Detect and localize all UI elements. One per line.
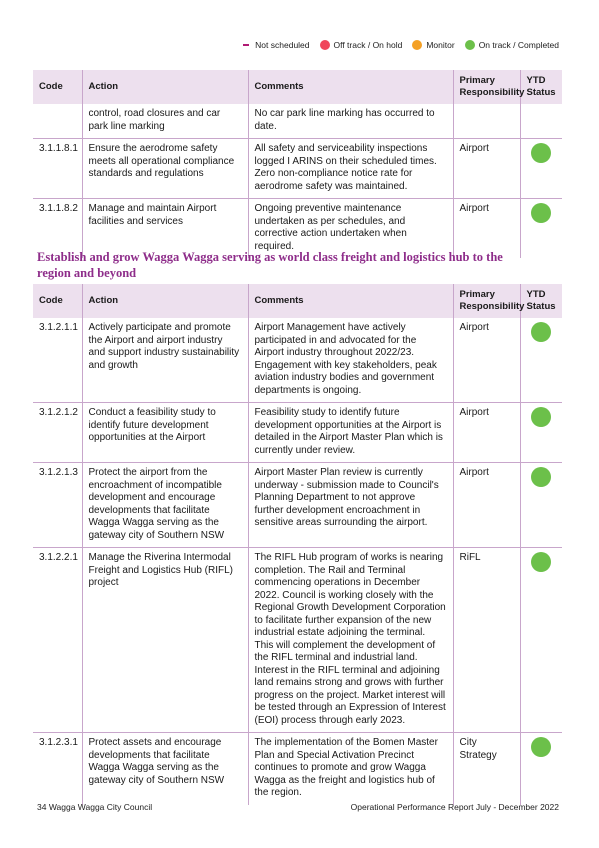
primary-responsibility: Airport — [453, 403, 520, 463]
footer-page-label: 34 Wagga Wagga City Council — [37, 802, 153, 812]
primary-responsibility — [453, 104, 520, 139]
legend-not-scheduled — [243, 40, 309, 50]
ytd-status-cell — [520, 733, 562, 805]
orange-dot-icon — [412, 40, 422, 50]
table-row — [33, 104, 562, 139]
comment-text: No car park line marking has occurred to date. — [248, 104, 453, 139]
primary-responsibility: Airport — [453, 318, 520, 403]
action-text: Ensure the aerodrome safety meets all operational compliance standards and regulations — [82, 139, 248, 199]
status-legend — [233, 40, 559, 50]
action-text: Conduct a feasibility study to identify future development opportunities at the Airport — [82, 403, 248, 463]
legend-label: On track / Completed — [478, 40, 559, 50]
primary-responsibility: City Strategy — [453, 733, 520, 805]
action-code — [33, 104, 82, 139]
header-primary-responsibility: Primary Responsibility — [453, 284, 520, 318]
comment-text: Airport Master Plan review is currently underway - submission made to Council's Planning Department to not approve further development encroachment in sensitive areas surrounding the airport. — [248, 463, 453, 548]
status-dot-icon — [531, 203, 551, 223]
ytd-status-cell — [520, 403, 562, 463]
comment-text: Airport Management have actively participated in and advocated for the Airport industry throughout 2022/23. Engagement with key stakeholders, peak aviation industry bodies and government departments is ongoing. — [248, 318, 453, 403]
ytd-status-cell — [520, 104, 562, 139]
actions-table-2 — [33, 284, 562, 805]
primary-responsibility: Airport — [453, 463, 520, 548]
action-text: control, road closures and car park line marking — [82, 104, 248, 139]
header-action: Action — [82, 284, 248, 318]
primary-responsibility: Airport — [453, 199, 520, 259]
header-code: Code — [33, 70, 82, 104]
action-code: 3.1.1.8.2 — [33, 199, 82, 259]
table-row — [33, 463, 562, 548]
ytd-status-cell — [520, 463, 562, 548]
primary-responsibility: Airport — [453, 139, 520, 199]
status-dot-icon — [531, 552, 551, 572]
comment-text: All safety and serviceability inspections logged I ARINS on their scheduled times. Zero non-compliance notice rate for aerodrome safety was maintained. — [248, 139, 453, 199]
primary-responsibility: RiFL — [453, 548, 520, 733]
comment-text: Feasibility study to identify future development opportunities at the Airport is detailed in the Airport Master Plan which is currently under review. — [248, 403, 453, 463]
action-code: 3.1.2.3.1 — [33, 733, 82, 805]
ytd-status-cell — [520, 548, 562, 733]
legend-label: Not scheduled — [255, 40, 310, 50]
header-primary-responsibility: Primary Responsibility — [453, 70, 520, 104]
header-comments: Comments — [248, 284, 453, 318]
ytd-status-cell — [520, 318, 562, 403]
status-dot-icon — [531, 322, 551, 342]
action-code: 3.1.2.1.3 — [33, 463, 82, 548]
dash-icon — [243, 44, 249, 46]
green-dot-icon — [465, 40, 475, 50]
action-text: Actively participate and promote the Airport and airport industry and support industry sustainability and growth — [82, 318, 248, 403]
footer-report-title: Operational Performance Report July - December 2022 — [350, 802, 559, 812]
table-row — [33, 139, 562, 199]
action-text: Protect the airport from the encroachment of incompatible development and encourage developments that facilitate Wagga Wagga serving as the gateway city of Southern NSW — [82, 463, 248, 548]
table-row — [33, 548, 562, 733]
table-row — [33, 318, 562, 403]
legend-label: Off track / On hold — [333, 40, 403, 50]
header-ytd-status: YTD Status — [520, 284, 562, 318]
actions-table-1 — [33, 70, 562, 258]
header-code: Code — [33, 284, 82, 318]
table-header-row — [33, 284, 562, 318]
comment-text: The RIFL Hub program of works is nearing completion. The Rail and Terminal commencing operations in December 2022. Council is working closely with the Regional Growth Development Corporation to facilitate further expansion of the new industrial estate adjoining the terminal. This will complement the development of the RIFL terminal and industrial land. Interest in the RIFL terminal and adjoining land remains strong and grows with further progress on the project. Market interest will be tested through an Expression of Interest (EOI) process through early 2023. — [248, 548, 453, 733]
status-dot-icon — [531, 143, 551, 163]
header-action: Action — [82, 70, 248, 104]
header-comments: Comments — [248, 70, 453, 104]
action-text: Protect assets and encourage developments that facilitate Wagga Wagga serving as the gateway city of Southern NSW — [82, 733, 248, 805]
comment-text: The implementation of the Bomen Master Plan and Special Activation Precinct continues to promote and grow Wagga Wagga as the freight and logistics hub of the region. — [248, 733, 453, 805]
section-heading: Establish and grow Wagga Wagga serving as world class freight and logistics hub to the region and beyond — [37, 250, 503, 280]
action-code: 3.1.2.1.2 — [33, 403, 82, 463]
legend-off-track — [320, 40, 403, 50]
red-dot-icon — [320, 40, 330, 50]
ytd-status-cell — [520, 139, 562, 199]
action-code: 3.1.2.2.1 — [33, 548, 82, 733]
status-dot-icon — [531, 737, 551, 757]
status-dot-icon — [531, 407, 551, 427]
legend-monitor — [412, 40, 454, 50]
table-row — [33, 403, 562, 463]
comment-text: Ongoing preventive maintenance undertaken as per schedules, and corrective action undertaken when required. — [248, 199, 453, 259]
action-code: 3.1.2.1.1 — [33, 318, 82, 403]
action-code: 3.1.1.8.1 — [33, 139, 82, 199]
header-ytd-status: YTD Status — [520, 70, 562, 104]
table-header-row — [33, 70, 562, 104]
legend-on-track — [465, 40, 559, 50]
legend-label: Monitor — [426, 40, 455, 50]
status-dot-icon — [531, 467, 551, 487]
action-text: Manage and maintain Airport facilities and services — [82, 199, 248, 259]
page-footer — [37, 802, 559, 812]
action-text: Manage the Riverina Intermodal Freight and Logistics Hub (RIFL) project — [82, 548, 248, 733]
table-row — [33, 733, 562, 805]
